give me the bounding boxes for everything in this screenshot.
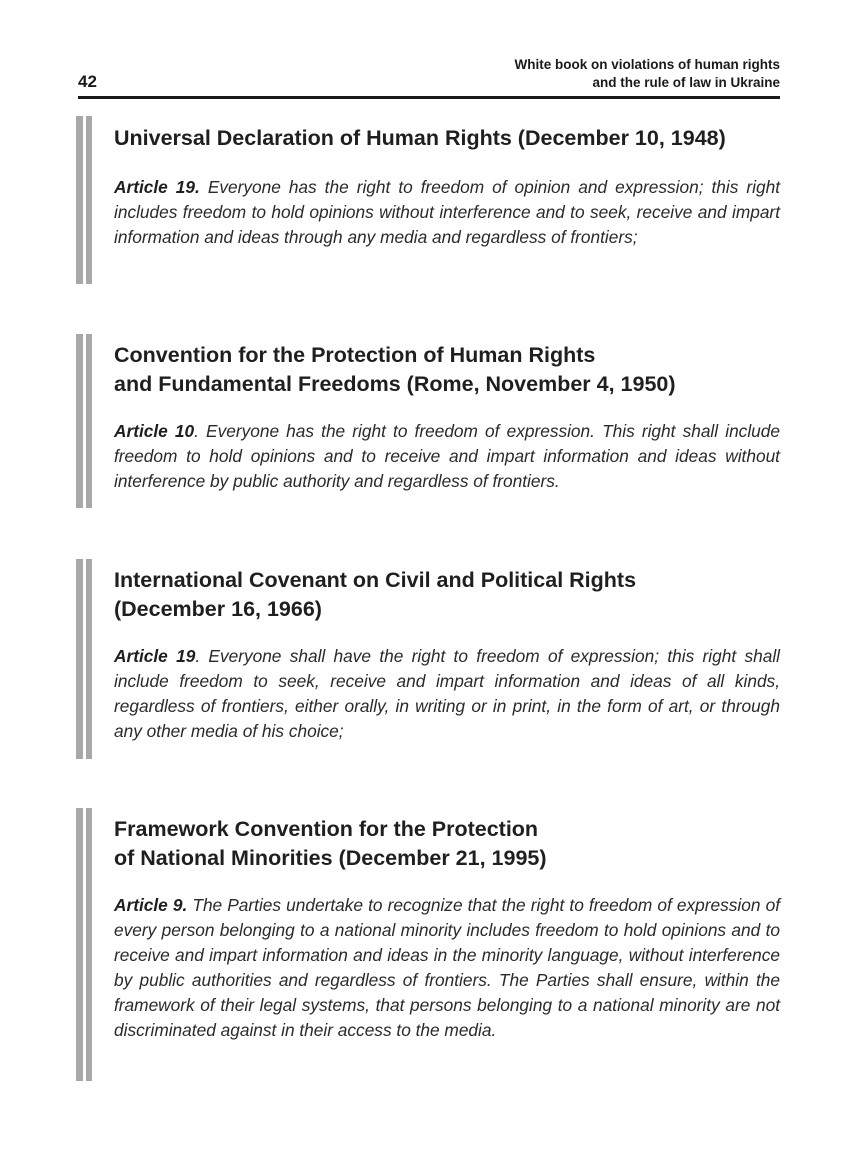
section-title-line-1: International Covenant on Civil and Political Rights [114, 568, 637, 592]
section-content [114, 116, 780, 250]
section-title-line-2: and Fundamental Freedoms (Rome, November 4, 1950) [114, 372, 676, 396]
section-content [114, 808, 780, 1043]
article-text: . Everyone shall have the right to freedom of expression; this right shall include freedom to seek, receive and impart information and ideas of all kinds, regardless of frontiers, either orally, in writing or in print, in the form of art, or through any other media of his choice; [114, 646, 780, 741]
section-content [114, 334, 780, 494]
running-title [515, 56, 781, 92]
section-accent-bar [76, 116, 92, 284]
section-title [114, 124, 780, 153]
section-title-line-1: Convention for the Protection of Human Rights [114, 343, 596, 367]
section-content [114, 559, 780, 744]
section-international-covenant [76, 559, 780, 759]
running-title-line-2: and the rule of law in Ukraine [592, 75, 780, 90]
section-title-line-1: Framework Convention for the Protection [114, 817, 539, 841]
section-accent-bar [76, 808, 92, 1081]
article-paragraph [114, 644, 780, 744]
article-paragraph [114, 419, 780, 494]
article-label: Article 19 [114, 646, 196, 666]
article-text: The Parties undertake to recognize that the right to freedom of expression of every person belonging to a national minority includes freedom to hold opinions and to receive and impart information and ideas in the minority language, without interference by public authorities and regardless of frontiers. The Parties shall ensure, within the framework of their legal systems, that persons belonging to a national minority are not discriminated against in their access to the media. [114, 895, 780, 1040]
article-paragraph [114, 175, 780, 250]
section-title [114, 566, 780, 624]
running-title-line-1: White book on violations of human rights [514, 57, 780, 72]
section-title [114, 341, 780, 399]
section-framework-convention [76, 808, 780, 1081]
section-title-line-1: Universal Declaration of Human Rights (December 10, 1948) [114, 126, 726, 150]
article-label: Article 9. [114, 895, 188, 915]
article-text: Everyone has the right to freedom of opinion and expression; this right includes freedom to hold opinions without interference and to seek, receive and impart information and ideas through any media and regardless of frontiers; [114, 177, 781, 247]
section-title-line-2: (December 16, 1966) [114, 597, 322, 621]
section-accent-bar [76, 334, 92, 508]
section-european-convention [76, 334, 780, 508]
article-label: Article 19. [114, 177, 200, 197]
article-paragraph [114, 893, 780, 1043]
page-number: 42 [78, 72, 97, 91]
section-title [114, 815, 780, 873]
section-title-line-2: of National Minorities (December 21, 1995) [114, 846, 547, 870]
page-header [78, 54, 780, 99]
article-label: Article 10 [114, 421, 195, 441]
section-universal-declaration [76, 116, 780, 284]
section-accent-bar [76, 559, 92, 759]
article-text: . Everyone has the right to freedom of expression. This right shall include freedom to hold opinions and to receive and impart information and ideas without interference by public authority and regardless of frontiers. [114, 421, 780, 491]
